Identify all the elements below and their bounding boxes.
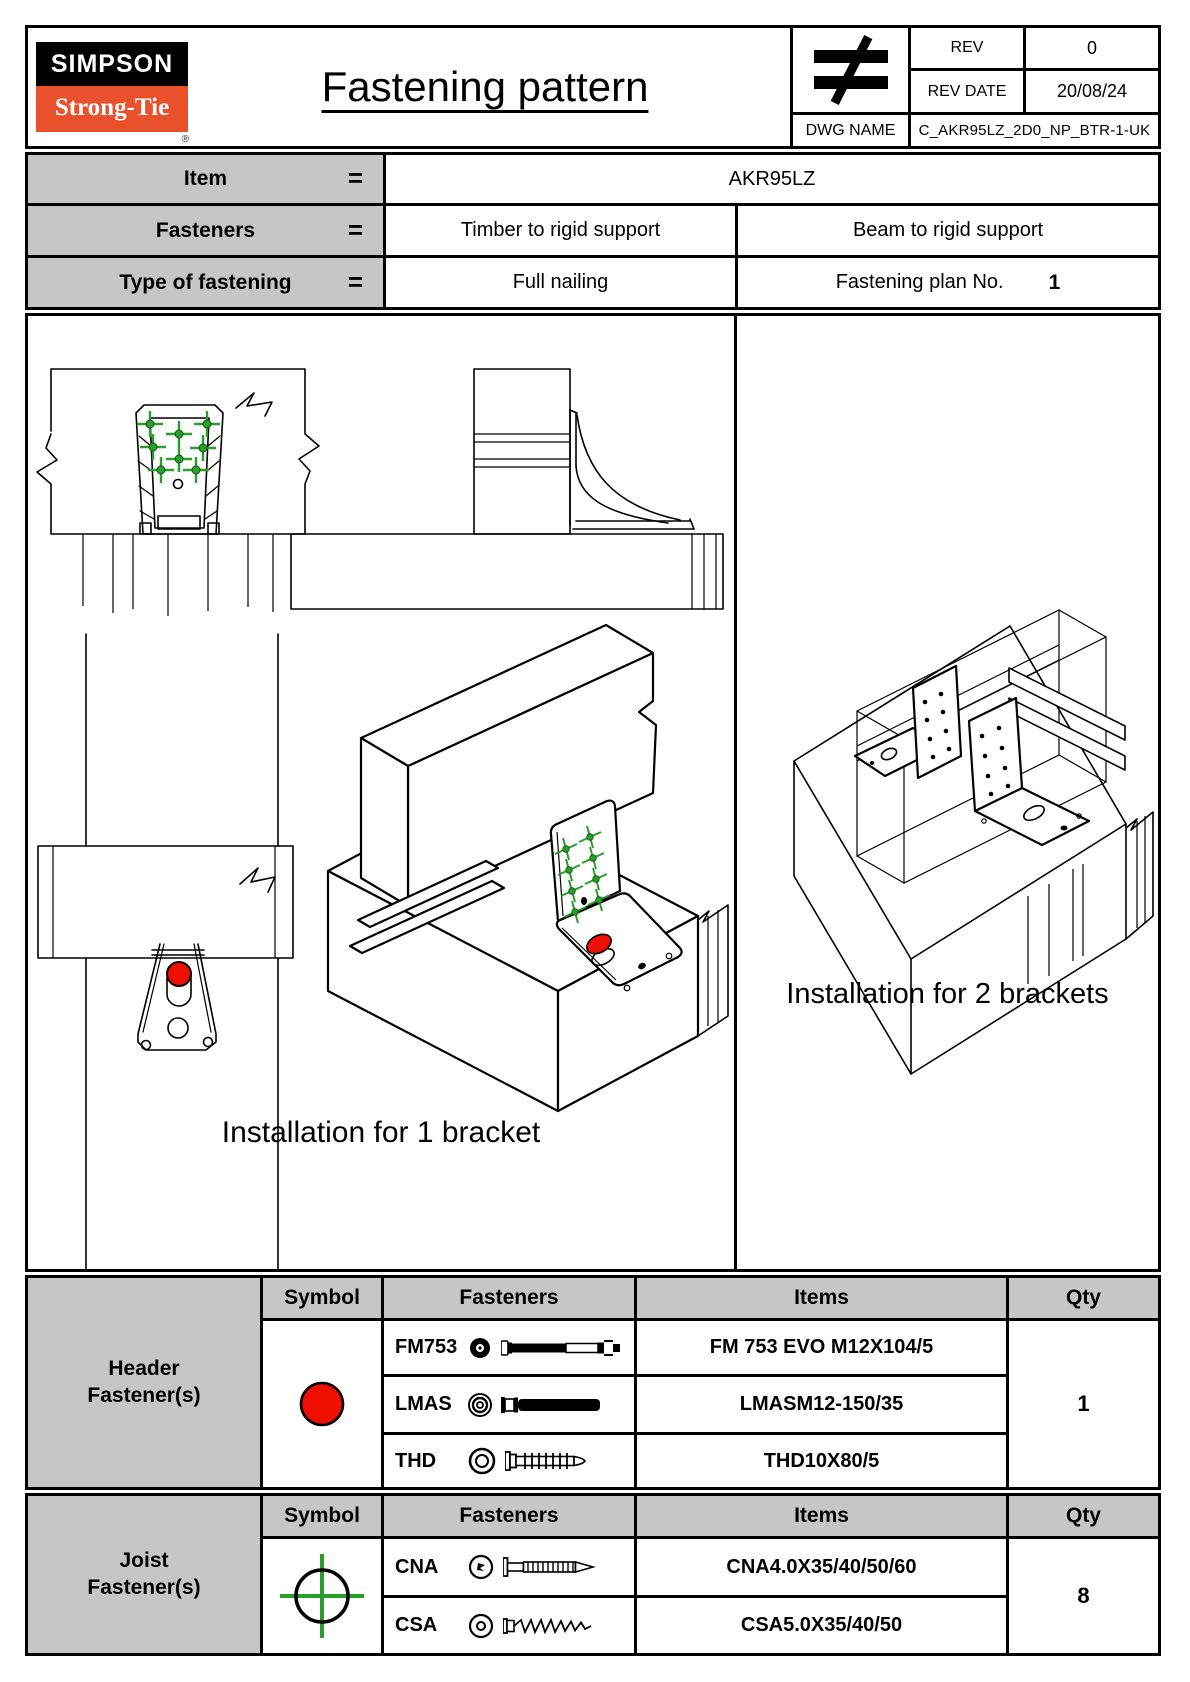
joist-fasteners-qty: 8 (1009, 1539, 1158, 1653)
joist-fasteners-table (25, 1493, 1161, 1656)
logo-strongtie: Strong-Tie (36, 86, 188, 132)
two-brackets-drawing (737, 316, 1158, 1269)
brand-logo (36, 42, 189, 145)
fasteners-label: Fasteners (155, 218, 256, 242)
fastener-row-csa (384, 1598, 634, 1653)
column-fasteners: Fasteners (384, 1278, 634, 1318)
bolt-head-end-icon (467, 1335, 493, 1361)
screw-head-end-icon (467, 1446, 497, 1476)
break-symbol (240, 868, 275, 892)
nail-head-end-icon (467, 1553, 495, 1581)
caption-two-brackets: Installation for 2 brackets (786, 978, 1109, 1010)
dwg-name-label: DWG NAME (793, 115, 908, 146)
one-bracket-panel (28, 316, 734, 1269)
page-title: Fastening pattern (321, 63, 649, 110)
equals-sign: = (347, 213, 363, 244)
not-equal-projection-icon (814, 41, 888, 99)
type-label-cell (28, 258, 383, 307)
anchor-bolt-side-icon (501, 1392, 625, 1418)
item-label: Item (183, 167, 228, 190)
fasteners-label-cell (28, 206, 383, 255)
column-fasteners: Fasteners (384, 1496, 634, 1536)
fastener-code: CNA (395, 1555, 439, 1578)
type-of-fastening-label: Type of fastening (119, 270, 292, 294)
header-left-region (28, 28, 790, 146)
equals-sign: = (347, 162, 363, 193)
joist-fastener-symbol-cell (263, 1539, 381, 1653)
header-fasteners-qty: 1 (1009, 1321, 1158, 1487)
plan-view (38, 634, 293, 1269)
fastening-plan-number: 1 (1048, 270, 1061, 294)
logo-simpson: SIMPSON (36, 42, 188, 86)
rev-date-value: 20/08/24 (1026, 71, 1158, 112)
equals-sign: = (347, 265, 363, 296)
header-fasteners-group-label: Header Fastener(s) (28, 1278, 260, 1487)
fastener-code: CSA (395, 1614, 438, 1636)
item-value: AKR95LZ (386, 155, 1158, 203)
column-symbol: Symbol (263, 1496, 381, 1536)
green-crosshair-symbol-icon (274, 1548, 370, 1644)
item-label-cell (28, 155, 383, 203)
fastener-row-fm753 (384, 1321, 634, 1374)
item-value: FM 753 EVO M12X104/5 (637, 1321, 1006, 1374)
joist-fasteners-group-label: Joist Fastener(s) (28, 1496, 260, 1653)
header-band (25, 25, 1161, 149)
bolt-side-icon (501, 1335, 625, 1361)
info-table (25, 152, 1161, 310)
item-value: CSA5.0X35/40/50 (637, 1598, 1006, 1653)
bracket-side-profile (570, 410, 694, 529)
dwg-name-value: C_AKR95LZ_2D0_NP_BTR-1-UK (911, 115, 1158, 146)
screw-head-end-icon (467, 1612, 495, 1640)
red-circle-symbol-icon (296, 1378, 348, 1430)
wood-screw-side-icon (503, 1613, 613, 1639)
fasteners-value-right: Beam to rigid support (738, 206, 1158, 255)
support-hatch (83, 534, 273, 616)
projection-symbol-cell (793, 28, 908, 112)
fastening-plan-cell (738, 258, 1158, 307)
fastener-row-lmas (384, 1377, 634, 1432)
rev-date-label: REV DATE (911, 71, 1023, 112)
fastener-code: FM753 (395, 1336, 458, 1358)
drawing-area (25, 313, 1161, 1272)
front-view (37, 369, 319, 616)
header-fasteners-table (25, 1275, 1161, 1490)
nail-crosshair-markers (137, 411, 220, 483)
registered-mark: ® (181, 134, 189, 145)
bracket-plan-outline (138, 944, 216, 1050)
caption-one-bracket: Installation for 1 bracket (221, 1116, 541, 1149)
item-value: CNA4.0X35/40/50/60 (637, 1539, 1006, 1595)
threaded-screw-side-icon (505, 1446, 617, 1476)
item-value: THD10X80/5 (637, 1435, 1006, 1487)
fastener-code: THD (395, 1449, 437, 1472)
fastener-row-thd (384, 1435, 634, 1487)
fastening-plan-label: Fastening plan No. (835, 271, 1004, 293)
rev-label: REV (911, 28, 1023, 68)
header-fastener-symbol-cell (263, 1321, 381, 1487)
fasteners-value-left: Timber to rigid support (386, 206, 735, 255)
column-qty: Qty (1009, 1278, 1158, 1318)
column-items: Items (637, 1278, 1006, 1318)
rev-value: 0 (1026, 28, 1158, 68)
isometric-one-bracket (328, 625, 728, 1111)
type-value: Full nailing (386, 258, 735, 307)
column-qty: Qty (1009, 1496, 1158, 1536)
fastener-code: LMAS (395, 1393, 452, 1415)
fastener-row-cna (384, 1539, 634, 1595)
two-brackets-panel (734, 316, 1158, 1269)
anchor-head-end-icon (467, 1392, 493, 1418)
break-symbol (236, 393, 272, 416)
header-fastener-red-marker (167, 962, 191, 986)
column-items: Items (637, 1496, 1006, 1536)
ring-shank-nail-side-icon (503, 1554, 613, 1580)
side-view (291, 369, 723, 609)
item-value: LMASM12-150/35 (637, 1377, 1006, 1432)
column-symbol: Symbol (263, 1278, 381, 1318)
